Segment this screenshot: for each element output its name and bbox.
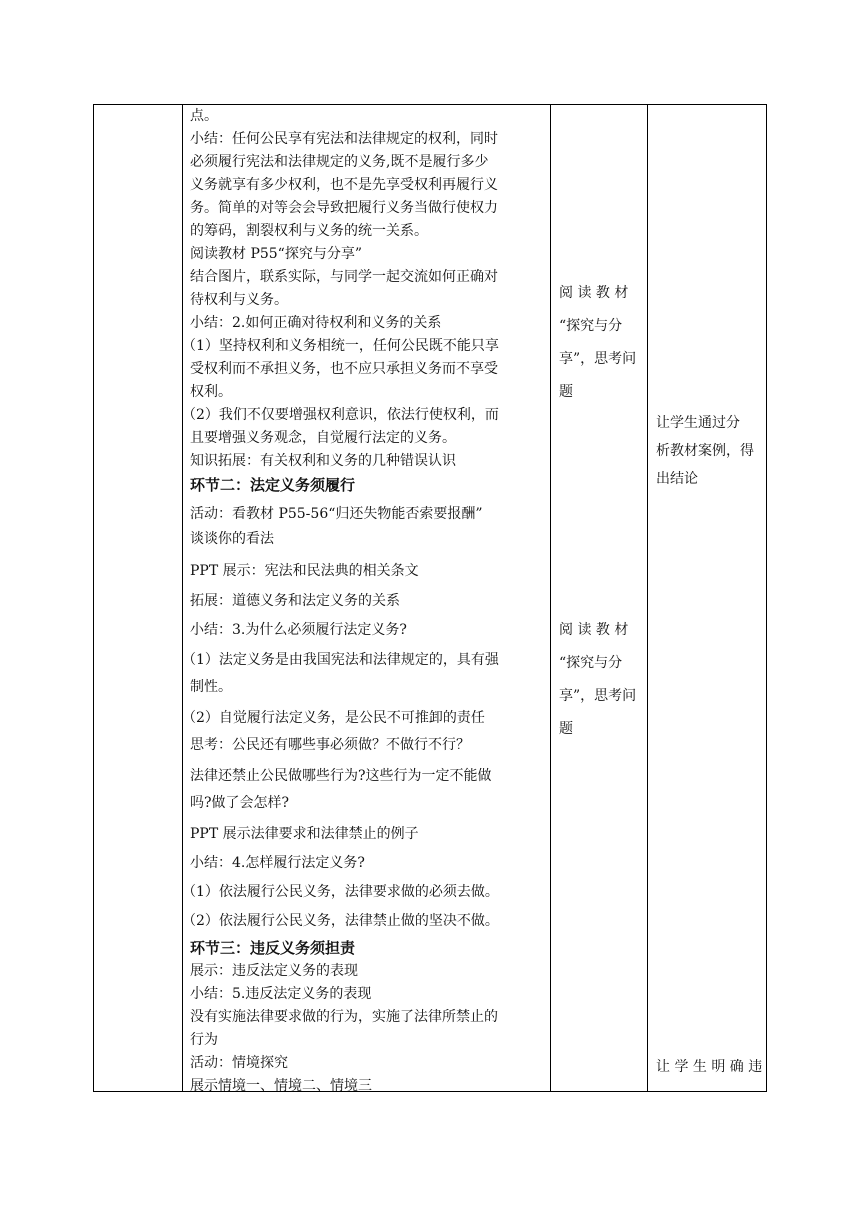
text-line: 受权利而不承担义务，也不应只承担义务而不享受: [190, 361, 498, 377]
text-line: 吗?做了会怎样?: [190, 795, 290, 811]
text-line: 没有实施法律要求做的行为，实施了法律所禁止的: [190, 1009, 498, 1025]
text-line: 小结：任何公民享有宪法和法律规定的权利，同时: [190, 131, 498, 147]
text-line: （1）依法履行公民义务，法律要求做的必须去做。: [182, 884, 499, 900]
text-line: 点。: [190, 108, 218, 124]
intent-line: 让 学 生 明 确 违: [656, 1059, 763, 1075]
text-line: 阅读教材 P55“探究与分享”: [190, 246, 362, 262]
text-line: 结合图片，联系实际，与同学一起交流如何正确对: [190, 269, 498, 285]
text-line: PPT 展示法律要求和法律禁止的例子: [190, 826, 419, 842]
activity-line: 题: [559, 721, 573, 737]
text-line: 展示情境一、情境二、情境三: [190, 1078, 372, 1094]
text-line: 活动：情境探究: [190, 1055, 288, 1071]
intent-line: 出结论: [656, 471, 698, 487]
text-line: （1）法定义务是由我国宪法和法律规定的，具有强: [182, 652, 499, 668]
text-line: 谈谈你的看法: [190, 531, 274, 547]
intent-line: 析教材案例，得: [656, 443, 754, 459]
activity-line: 阅 读 教 材: [559, 622, 629, 638]
activity-line: “探究与分: [559, 318, 623, 334]
text-line: 拓展：道德义务和法定义务的关系: [190, 593, 400, 609]
text-line: 且要增强义务观念，自觉履行法定的义务。: [190, 430, 456, 446]
column-divider: [182, 105, 183, 1091]
intent-line: 让学生通过分: [656, 415, 740, 431]
text-line: 知识拓展：有关权利和义务的几种错误认识: [190, 453, 456, 469]
text-line: （2）自觉履行法定义务，是公民不可推卸的责任: [182, 710, 485, 726]
text-line: 小结：2.如何正确对待权利和义务的关系: [190, 315, 442, 331]
column-divider: [550, 105, 551, 1091]
activity-line: 阅 读 教 材: [559, 285, 629, 301]
text-line: 思考：公民还有哪些事必须做？不做行不行？: [190, 737, 470, 753]
activity-line: 享”，思考问: [559, 351, 637, 367]
text-line: PPT 展示：宪法和民法典的相关条文: [190, 563, 419, 579]
text-line: 小结：5.违反法定义务的表现: [190, 986, 372, 1002]
text-line: 务。简单的对等会会导致把履行义务当做行使权力: [190, 200, 498, 216]
activity-line: 题: [559, 384, 573, 400]
text-line: 权利。: [190, 384, 232, 400]
text-line: 法律还禁止公民做哪些行为?这些行为一定不能做: [190, 768, 492, 784]
text-line: 制性。: [190, 679, 232, 695]
text-line: 义务就享有多少权利，也不是先享受权利再履行义: [190, 177, 498, 193]
text-line: 行为: [190, 1032, 218, 1048]
text-line: （2）我们不仅要增强权利意识，依法行使权利，而: [182, 407, 499, 423]
section-heading: 环节三：违反义务须担责: [190, 939, 356, 957]
lesson-plan-table: [93, 104, 767, 1092]
activity-line: 享”，思考问: [559, 688, 637, 704]
text-line: （1）坚持权利和义务相统一，任何公民既不能只享: [182, 338, 499, 354]
section-heading: 环节二：法定义务须履行: [190, 476, 356, 494]
text-line: 必须履行宪法和法律规定的义务,既不是履行多少: [190, 154, 489, 170]
text-line: 的筹码，割裂权利与义务的统一关系。: [190, 223, 428, 239]
text-line: 活动：看教材 P55-56“归还失物能否索要报酬”: [190, 506, 483, 522]
text-line: 展示：违反法定义务的表现: [190, 963, 358, 979]
text-line: 待权利与义务。: [190, 292, 288, 308]
text-line: 小结：4.怎样履行法定义务?: [190, 855, 365, 871]
text-line: 小结：3.为什么必须履行法定义务?: [190, 622, 407, 638]
column-divider: [647, 105, 648, 1091]
text-line: （2）依法履行公民义务，法律禁止做的坚决不做。: [182, 913, 499, 929]
activity-line: “探究与分: [559, 655, 623, 671]
